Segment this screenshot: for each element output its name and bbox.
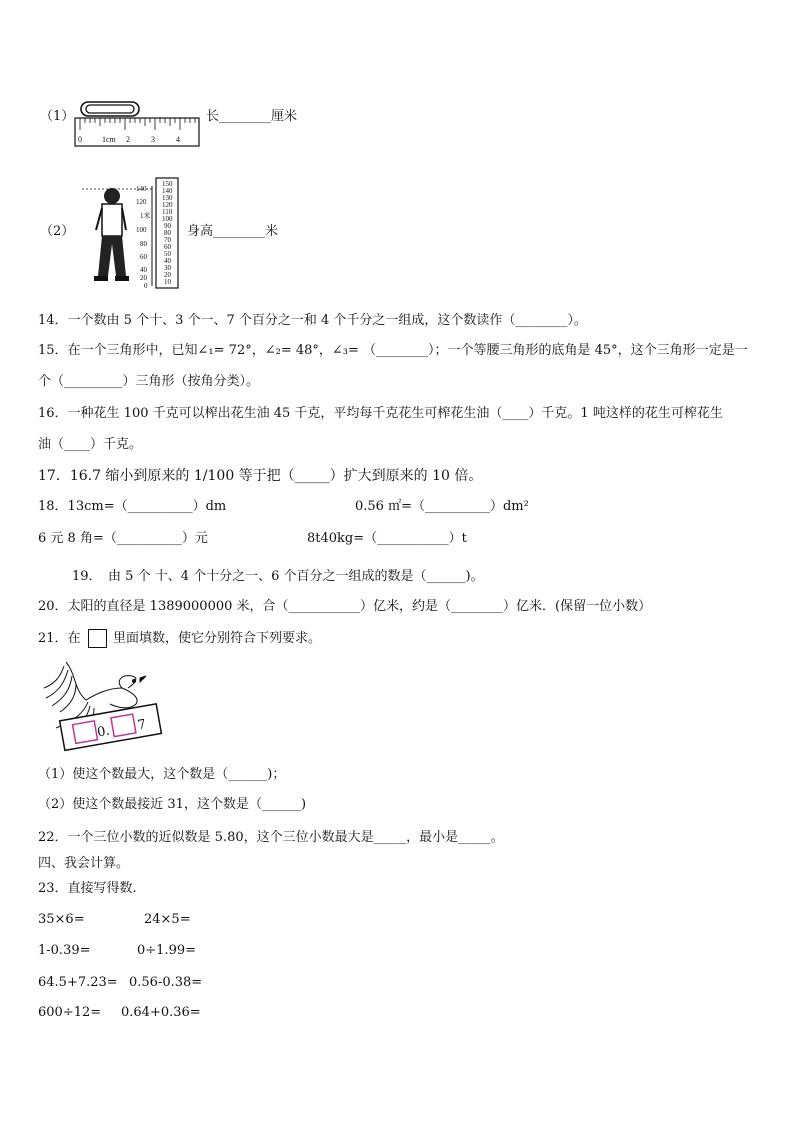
question-18-c: 6 元 8 角=（__________）元 <box>38 531 208 546</box>
right-scale-label: 100 <box>162 215 173 223</box>
calc-item: 1-0.39= <box>38 943 91 958</box>
left-scale-label: 0 <box>144 282 148 290</box>
question-21-part1: （1）使这个数最大，这个数是（______)； <box>38 767 286 782</box>
ruler-label-3: 3 <box>151 135 155 144</box>
right-scale-label: 140 <box>162 187 173 195</box>
paperclip-outer <box>81 102 139 116</box>
question-22: 22．一个三位小数的近似数是 5.80，这个三位小数最大是_____，最小是_____。 <box>38 830 504 845</box>
question-16-line1: 16．一种花生 100 千克可以榨出花生油 45 千克，平均每千克花生可榨花生油（____）千克。1 吨这样的花生可榨花生 <box>38 406 723 421</box>
question-18-b: 0.56 ㎡=（__________）dm² <box>355 499 529 514</box>
right-scale-label: 110 <box>162 208 173 216</box>
question-21-part2: （2）使这个数最接近 31，这个数是（______) <box>38 797 307 812</box>
question-18-a: 18．13cm=（__________）dm <box>38 499 227 514</box>
right-scale-label: 10 <box>164 278 171 286</box>
question-18-d: 8t40kg=（___________）t <box>307 531 467 546</box>
left-scale-label: 1米 <box>140 212 151 220</box>
question-23: 23．直接写得数. <box>38 881 137 896</box>
question-16-line2: 油（____）千克。 <box>38 437 143 452</box>
ruler-label-2: 2 <box>126 135 130 144</box>
left-scale-label: 80 <box>140 240 147 248</box>
left-scale-label: 140 <box>136 185 147 193</box>
ruler-ticks <box>80 118 195 130</box>
left-scale-label: 40 <box>140 266 147 274</box>
calc-item: 24×5= <box>144 912 191 927</box>
right-scale-label: 120 <box>162 201 173 209</box>
question-14: 14．一个数由 5 个十、3 个一、7 个百分之一和 4 个千分之一组成，这个数读作（________）。 <box>38 313 587 328</box>
calc-item: 0.64+0.36= <box>121 1005 201 1020</box>
right-scale-label: 130 <box>162 194 173 202</box>
calc-item: 0.56-0.38= <box>129 975 203 990</box>
left-scale-label: 120 <box>136 198 147 206</box>
calc-item: 64.5+7.23= <box>38 975 118 990</box>
question-15-line1: 15．在一个三角形中，已知∠₁= 72°，∠₂= 48°，∠₃= （________）；一个等腰三角形的底角是 45°，这个三角形一定是一 <box>38 343 748 358</box>
right-scale-label: 60 <box>164 243 171 251</box>
left-scale-label: 20 <box>140 274 147 282</box>
left-scale-label: 100 <box>136 226 147 234</box>
right-scale-label: 20 <box>164 271 171 279</box>
right-scale-label: 90 <box>164 222 171 230</box>
ruler-label-0: 0 <box>78 135 82 144</box>
right-scale-label: 50 <box>164 250 171 258</box>
blank-box <box>88 629 107 648</box>
question-21-start: 21．在 <box>38 631 81 646</box>
section-4-heading: 四、我会计算。 <box>38 856 130 871</box>
ruler-paperclip-figure <box>72 96 202 150</box>
paperclip-inner <box>86 105 134 113</box>
calc-item: 600÷12= <box>38 1005 102 1020</box>
question-21-end: 里面填数，使它分别符合下列要求。 <box>113 631 322 646</box>
question-19: 19． 由 5 个 十、4 个十分之一、6 个百分之一组成的数是（______)。 <box>72 569 484 584</box>
left-scale-label: 60 <box>140 253 147 261</box>
child-height-figure <box>82 174 182 290</box>
calc-item: 0÷1.99= <box>137 943 197 958</box>
right-scale-label: 70 <box>164 236 171 244</box>
calc-item: 35×6= <box>38 912 85 927</box>
q13-part2-answer: 身高________米 <box>187 224 279 239</box>
bird-card-figure <box>36 654 166 754</box>
right-scale-label: 40 <box>164 257 171 265</box>
ruler-label-1cm: 1cm <box>102 135 116 144</box>
question-20: 20．太阳的直径是 1389000000 米，合（___________）亿米，约是（________）亿米．(保留一位小数） <box>38 599 652 614</box>
q13-part2-prefix: （2） <box>40 224 75 239</box>
right-scale-label: 80 <box>164 229 171 237</box>
card-decimal: 0. <box>96 723 111 741</box>
right-scale-label: 30 <box>164 264 171 272</box>
question-17: 17．16.7 缩小到原来的 1/100 等于把（_____）扩大到原来的 10 倍。 <box>38 468 483 484</box>
card-digit: 7 <box>136 717 148 734</box>
q13-part1-prefix: （1） <box>40 109 75 124</box>
child-figure <box>94 188 129 281</box>
question-15-line2: 个（_________）三角形（按角分类）。 <box>38 374 260 389</box>
ruler-label-4: 4 <box>176 135 180 144</box>
right-scale-label: 150 <box>162 180 173 188</box>
q13-part1-answer: 长________厘米 <box>206 109 298 124</box>
